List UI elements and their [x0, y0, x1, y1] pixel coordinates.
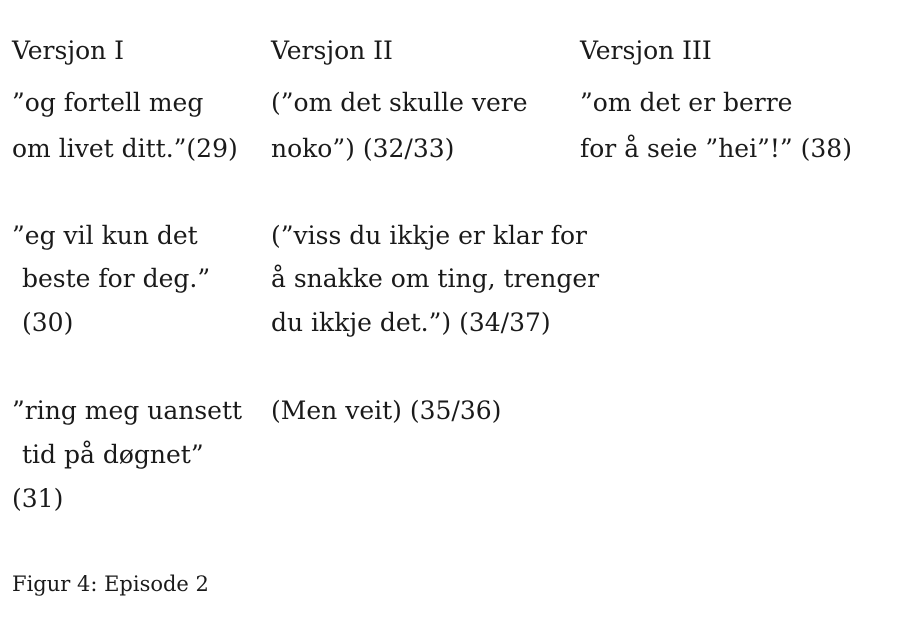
quote-line: ”ring meg uansett — [12, 396, 243, 425]
quote-line: (Men veit) (35/36) — [271, 396, 502, 425]
quote-line: beste for deg.” — [22, 264, 211, 293]
quote-line: om livet ditt.”(29) — [12, 134, 238, 163]
quote-line: (30) — [22, 308, 74, 337]
quote-line: å snakke om ting, trenger — [271, 264, 600, 293]
quote-line: ”om det er berre — [580, 88, 793, 117]
column-heading: Versjon III — [580, 36, 712, 65]
quote-line: (”viss du ikkje er klar for — [271, 221, 587, 250]
column-heading: Versjon II — [271, 36, 393, 65]
quote-line: ”og fortell meg — [12, 88, 204, 117]
figure-caption: Figur 4: Episode 2 — [12, 572, 209, 596]
quote-line: ”eg vil kun det — [12, 221, 198, 250]
quote-line: (31) — [12, 484, 64, 513]
quote-line: du ikkje det.”) (34/37) — [271, 308, 551, 337]
quote-line: noko”) (32/33) — [271, 134, 455, 163]
column-heading: Versjon I — [12, 36, 125, 65]
quote-line: for å seie ”hei”!” (38) — [580, 134, 852, 163]
quote-line: (”om det skulle vere — [271, 88, 528, 117]
quote-line: tid på døgnet” — [22, 440, 204, 469]
